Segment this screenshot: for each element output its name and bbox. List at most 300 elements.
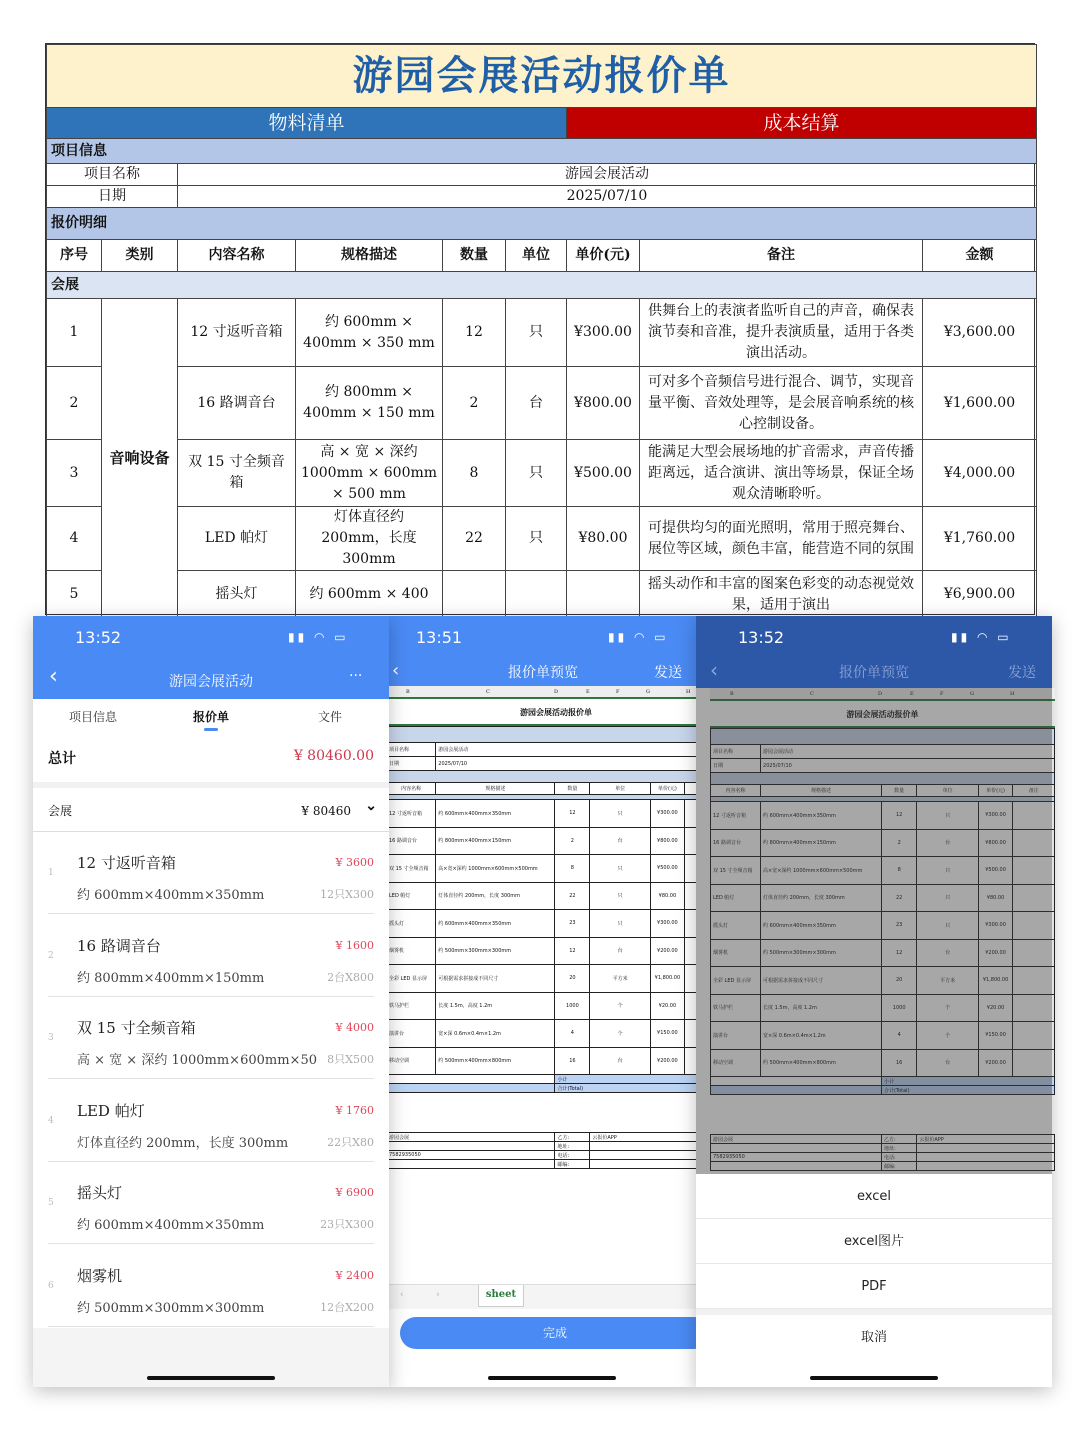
active-tab-indicator [204, 728, 218, 731]
table-row [387, 800, 726, 828]
cell: 2 [555, 827, 590, 855]
cancel-button[interactable]: 取消 [860, 1330, 887, 1345]
cell: 12 [881, 939, 916, 967]
table-row [387, 855, 726, 883]
dim-overlay[interactable] [696, 688, 1052, 1174]
cell: 灯体直径约 200mm，长度 300mm [761, 884, 882, 912]
item-remark: 摇头动作和丰富的图案色彩变的动态视觉效果，适用于演出 [640, 571, 923, 619]
cell: 演讲台 [387, 1020, 436, 1048]
cell: 约 600mm×400mm×350mm [436, 800, 555, 828]
home-indicator [810, 1376, 938, 1380]
cell: 铁马护栏 [387, 992, 436, 1020]
footer-label: 电话: [881, 1153, 916, 1162]
preview-phone [388, 616, 697, 1387]
footer-row [387, 1133, 726, 1142]
list-item[interactable] [33, 1162, 389, 1244]
info-value: 2025/07/10 [761, 759, 1055, 773]
item-price: ¥300.00 [567, 299, 640, 367]
item-amount: ¥3,600.00 [923, 299, 1037, 367]
header-row [387, 783, 726, 795]
status-icons: ▮▮ ◠ ▭ [608, 630, 669, 644]
nav-title: 游园会展活动 [169, 674, 253, 690]
item-price: ¥800.00 [567, 367, 640, 440]
table-row [47, 571, 1037, 619]
cell: 12 [881, 802, 916, 830]
column-letter: E [586, 689, 590, 695]
quote-list-phone [33, 616, 389, 1387]
footer-label: 地址: [555, 1142, 590, 1151]
quotation-sheet [45, 43, 1035, 615]
column-letter: H [1010, 691, 1015, 697]
cell: ¥500.00 [978, 857, 1012, 885]
footer-label: 邮编: [555, 1160, 590, 1169]
row-number: 1 [47, 299, 102, 367]
column-letter: B [730, 691, 734, 697]
cell: 12 寸返听音箱 [711, 802, 761, 830]
send-button[interactable]: 发送 [1008, 665, 1036, 681]
cell: 约 500mm×400mm×800mm [761, 1049, 882, 1077]
item-qty: 12台X200 [320, 1300, 374, 1314]
table-row [387, 937, 726, 965]
info-row [387, 743, 726, 757]
cell: 2 [881, 829, 916, 857]
item-qty: 12 [443, 299, 506, 367]
cell: ¥300.00 [978, 912, 1012, 940]
header-cell: 内容名称 [711, 785, 761, 797]
cell: ¥200.00 [650, 937, 684, 965]
cell: 约 600mm×400mm×350mm [761, 802, 882, 830]
item-qty: 8只X500 [327, 1053, 374, 1066]
cell: 台 [590, 1047, 651, 1075]
cell: ¥300.00 [978, 802, 1012, 830]
cell: 约 600mm×400mm×350mm [436, 910, 555, 938]
cell: 只 [917, 912, 978, 940]
cell: 移动空调 [711, 1049, 761, 1077]
item-qty: 2台X800 [327, 970, 374, 984]
column-header: 单位 [506, 240, 567, 272]
project-info-section: 项目信息 [47, 139, 1037, 164]
item-amount: ¥4,000.00 [923, 440, 1037, 507]
item-name: 12 寸返听音箱 [77, 854, 176, 872]
next-sheet-icon[interactable]: › [436, 1290, 440, 1300]
header-cell: 数量 [555, 783, 590, 795]
column-header: 内容名称 [178, 240, 296, 272]
date-label: 日期 [47, 186, 178, 208]
list-item[interactable] [33, 832, 389, 914]
item-qty: 2 [443, 367, 506, 440]
cell: 1000 [881, 994, 916, 1022]
item-name: 双 15 寸全频音箱 [77, 1019, 196, 1037]
cell: 烟雾机 [711, 939, 761, 967]
preview-table [386, 726, 726, 1169]
cell: 23 [555, 910, 590, 938]
table-row [47, 440, 1037, 507]
item-unit [506, 571, 567, 619]
cell: 16 路调音台 [711, 829, 761, 857]
cell: 个 [917, 1022, 978, 1050]
prev-sheet-icon[interactable]: ‹ [400, 1290, 404, 1300]
cell: 16 [881, 1049, 916, 1077]
footer-cell: 7582935050 [387, 1151, 555, 1160]
item-spec: 约 800mm×400mm×150mm [77, 970, 265, 986]
back-icon[interactable]: ‹ [49, 664, 58, 689]
cell: 个 [590, 992, 651, 1020]
footer-label: 邮编: [881, 1162, 916, 1171]
table-row [387, 965, 726, 993]
item-price: ¥500.00 [567, 440, 640, 507]
cell: ¥20.00 [978, 994, 1012, 1022]
cell: 烟雾机 [387, 937, 436, 965]
status-time: 13:52 [75, 628, 122, 647]
row-number: 3 [47, 440, 102, 507]
status-icons: ▮▮ ◠ ▭ [288, 630, 349, 644]
cell: 台 [590, 827, 651, 855]
cell: 长度 1.5m，高度 1.2m [761, 994, 882, 1022]
info-label: 项目名称 [711, 745, 761, 759]
footer-label: 电话: [555, 1151, 590, 1160]
column-letter: C [486, 689, 490, 695]
cell: 只 [917, 884, 978, 912]
status-icons: ▮▮ ◠ ▭ [951, 630, 1012, 644]
cell: 双 15 寸全频音箱 [387, 855, 436, 883]
footer-cell [387, 1160, 555, 1169]
item-price: ¥ 4000 [335, 1021, 374, 1034]
band-row [387, 771, 726, 783]
column-letter: D [554, 689, 559, 695]
cell: ¥800.00 [650, 827, 684, 855]
info-value: 游园会展活动 [436, 743, 726, 757]
list-item[interactable] [33, 1245, 389, 1327]
cell: 宽×深 0.6m×0.4m×1.2m [436, 1020, 555, 1048]
column-letter: G [970, 691, 974, 697]
info-label: 日期 [387, 757, 436, 771]
item-index: 2 [48, 950, 54, 961]
item-spec: 约 600mm × 400 [296, 571, 443, 619]
item-qty: 23只X300 [320, 1218, 374, 1231]
item-price: ¥ 2400 [335, 1268, 374, 1282]
cell: 12 [555, 937, 590, 965]
subtotal-label: 小计 [555, 1075, 726, 1084]
item-unit: 只 [506, 507, 567, 571]
table-row [47, 299, 1037, 367]
item-qty: 22 [443, 507, 506, 571]
home-indicator [147, 1376, 275, 1380]
cell: 平方米 [590, 965, 651, 993]
list-item[interactable] [33, 915, 389, 997]
column-letter: F [616, 689, 620, 695]
item-unit: 台 [506, 367, 567, 440]
more-icon[interactable]: ··· [349, 668, 363, 684]
cell: 22 [555, 882, 590, 910]
tab-quote[interactable]: 报价单 [192, 710, 229, 724]
cell: 16 路调音台 [387, 827, 436, 855]
cell: 双 15 寸全频音箱 [711, 857, 761, 885]
total-value: ¥ 80460.00 [293, 748, 374, 764]
cell: 只 [917, 802, 978, 830]
export-excel-image[interactable]: excel图片 [696, 1219, 1052, 1264]
cell: 12 [555, 800, 590, 828]
footer-row [387, 1160, 726, 1169]
sheet-title: 游园会展活动报价单 [47, 45, 1037, 108]
group-row: 会展 [47, 272, 1037, 299]
sheet-grid [386, 686, 726, 1169]
sheet-preview[interactable] [388, 686, 697, 1284]
cell: 20 [555, 965, 590, 993]
cell: 只 [590, 855, 651, 883]
cell: 12 寸返听音箱 [387, 800, 436, 828]
item-index: 5 [48, 1198, 54, 1208]
footer-value: 云报价APP [917, 1135, 1055, 1144]
footer-row [387, 1142, 726, 1151]
export-pdf[interactable]: PDF [696, 1264, 1052, 1309]
category-cell: 音响设备 [102, 299, 178, 619]
column-letter: B [406, 689, 410, 695]
item-spec: 约 600mm×400mm×350mm [77, 888, 265, 903]
row-number: 4 [47, 507, 102, 571]
cell: ¥80.00 [978, 884, 1012, 912]
cell: ¥80.00 [650, 882, 684, 910]
column-header: 序号 [47, 240, 102, 272]
cell: ¥800.00 [978, 829, 1012, 857]
header-cell: 数量 [881, 785, 916, 797]
back-icon[interactable]: ‹ [392, 660, 400, 681]
item-price [567, 571, 640, 619]
home-indicator [488, 1376, 616, 1380]
cell: ¥200.00 [978, 939, 1012, 967]
cell: ¥200.00 [978, 1049, 1012, 1077]
footer-cell [387, 1142, 555, 1151]
footer-value: 云报价APP [590, 1133, 726, 1142]
total-label: 合计(Total) [881, 1086, 1054, 1095]
chevron-down-icon[interactable]: ⌄ [365, 798, 377, 814]
project-name-value: 游园会展活动 [178, 164, 1037, 186]
group-value: ¥ 80460 [301, 804, 351, 818]
footer-label: 地址: [881, 1144, 916, 1153]
info-value: 2025/07/10 [436, 757, 726, 771]
table-row [387, 882, 726, 910]
status-time: 13:51 [416, 628, 463, 647]
cell: 可根据需求拼接成不同尺寸 [761, 967, 882, 995]
cell: 8 [881, 857, 916, 885]
export-phone [696, 616, 1052, 1387]
export-excel[interactable]: excel [696, 1174, 1052, 1219]
footer-cell: 游园会展 [387, 1133, 555, 1142]
group-label: 会展 [48, 804, 73, 818]
header-cell: 单位 [917, 785, 978, 797]
cell: 16 [555, 1047, 590, 1075]
cell: 只 [917, 857, 978, 885]
material-list-header: 物料清单 [47, 108, 567, 139]
row-number: 5 [47, 571, 102, 619]
cell: 20 [881, 967, 916, 995]
nav-title: 报价单预览 [839, 665, 909, 681]
column-header: 金额 [923, 240, 1037, 272]
cell: ¥200.00 [650, 1047, 684, 1075]
item-spec: 约 600mm × 400mm × 350 mm [296, 299, 443, 367]
item-price: ¥ 1760 [335, 1103, 374, 1117]
item-price: ¥ 6900 [335, 1186, 374, 1199]
item-spec: 灯体直径约 200mm，长度 300mm [77, 1135, 289, 1151]
item-price: ¥ 1600 [335, 938, 374, 952]
item-remark: 可对多个音频信号进行混合、调节，实现音量平衡、音效处理等，是会展音响系统的核心控制设备。 [640, 367, 923, 440]
column-letter: D [878, 691, 883, 697]
cell: 只 [590, 910, 651, 938]
done-button[interactable]: 完成 [400, 1317, 710, 1349]
cell: 高×宽×深约 1000mm×600mm×500mm [761, 857, 882, 885]
header-cell: 规格描述 [761, 785, 882, 797]
cell: ¥300.00 [650, 910, 684, 938]
item-unit: 只 [506, 440, 567, 507]
sheet-tab[interactable]: sheet [478, 1285, 524, 1307]
header-cell: 单位 [590, 783, 651, 795]
item-name: LED 帕灯 [77, 1101, 145, 1120]
cell: ¥1,800.00 [978, 967, 1012, 995]
cell: 移动空调 [387, 1047, 436, 1075]
cell: 4 [881, 1022, 916, 1050]
table-row [47, 507, 1037, 571]
cell: 23 [881, 912, 916, 940]
info-value: 游园会展活动 [761, 745, 1055, 759]
item-qty: 8 [443, 440, 506, 507]
cell: 台 [917, 1049, 978, 1077]
group-header[interactable] [33, 788, 389, 832]
cell: 灯体直径约 200mm，长度 300mm [436, 882, 555, 910]
item-unit: 只 [506, 299, 567, 367]
tab-project-info[interactable]: 项目信息 [68, 710, 117, 724]
item-remark: 能满足大型会展场地的扩音需求，声音传播距离远，适合演讲、演出等场景，保证全场观众清晰聆听。 [640, 440, 923, 507]
item-spec: 约 800mm × 400mm × 150 mm [296, 367, 443, 440]
footer-label: 乙方: [881, 1135, 916, 1144]
header-cell: 单价(元) [978, 785, 1012, 797]
list-item[interactable] [33, 1080, 389, 1162]
item-name: 摇头灯 [178, 571, 296, 619]
cell: 摇头灯 [387, 910, 436, 938]
column-letter: E [910, 691, 914, 697]
cell: 约 800mm×400mm×150mm [761, 829, 882, 857]
item-spec: 灯体直径约 200mm，长度 300mm [296, 507, 443, 571]
cell: 台 [590, 937, 651, 965]
cell: 全彩 LED 显示屏 [711, 967, 761, 995]
cell: 4 [555, 1020, 590, 1048]
item-price: ¥80.00 [567, 507, 640, 571]
cell: 摇头灯 [711, 912, 761, 940]
column-letter: F [940, 691, 944, 697]
tab-files[interactable]: 文件 [317, 710, 342, 724]
item-remark: 供舞台上的表演者监听自己的声音，确保表演节奏和音准，提升表演质量，适用于各类演出活动。 [640, 299, 923, 367]
table-row [387, 1047, 726, 1075]
cell: 22 [881, 884, 916, 912]
item-qty [443, 571, 506, 619]
row-number: 2 [47, 367, 102, 440]
column-letter: H [686, 689, 691, 695]
footer-cell: 游园会展 [711, 1135, 882, 1144]
item-index: 4 [48, 1115, 54, 1126]
cell: 高×宽×深约 1000mm×600mm×500mm [436, 855, 555, 883]
cell: 个 [917, 994, 978, 1022]
cell: 只 [590, 800, 651, 828]
item-qty: 12只X300 [320, 888, 374, 901]
preview-title: 游园会展活动报价单 [386, 699, 726, 726]
table-row [47, 367, 1037, 440]
cell: 铁马护栏 [711, 994, 761, 1022]
divider [48, 1326, 374, 1327]
cell: 宽×深 0.6m×0.4m×1.2m [761, 1022, 882, 1050]
cell: 可根据需求拼接成不同尺寸 [436, 965, 555, 993]
item-name: LED 帕灯 [178, 507, 296, 571]
list-item[interactable] [33, 997, 389, 1079]
table-row [387, 910, 726, 938]
detail-section: 报价明细 [47, 208, 1037, 240]
item-index: 6 [48, 1280, 54, 1291]
column-header: 备注 [640, 240, 923, 272]
band-row [387, 727, 726, 743]
sheet-tab-bar [388, 1284, 697, 1309]
column-header: 数量 [443, 240, 506, 272]
project-name-label: 项目名称 [47, 164, 178, 186]
cell: 8 [555, 855, 590, 883]
table-row [387, 1020, 726, 1048]
total-label: 总计 [48, 751, 76, 767]
item-index: 1 [48, 868, 54, 878]
item-spec: 高 × 宽 × 深约 1000mm×600mm×50 [77, 1053, 317, 1068]
cell: 全彩 LED 显示屏 [387, 965, 436, 993]
send-button[interactable]: 发送 [654, 665, 682, 681]
item-index: 3 [48, 1033, 54, 1043]
preview-title: 游园会展活动报价单 [710, 701, 1055, 728]
action-sheet [696, 1174, 1052, 1387]
column-header: 单价(元) [567, 240, 640, 272]
footer-row [387, 1151, 726, 1160]
header-cell: 单价(元) [650, 783, 684, 795]
item-name: 双 15 寸全频音箱 [178, 440, 296, 507]
cell: 1000 [555, 992, 590, 1020]
item-name: 摇头灯 [77, 1184, 123, 1202]
back-icon[interactable]: ‹ [710, 658, 718, 682]
item-name: 16 路调音台 [178, 367, 296, 440]
item-amount: ¥6,900.00 [923, 571, 1037, 619]
header-cell: 备注 [1013, 785, 1055, 797]
cell: 长度 1.5m，高度 1.2m [436, 992, 555, 1020]
cell: 约 500mm×400mm×800mm [436, 1047, 555, 1075]
item-spec: 约 600mm×400mm×350mm [77, 1218, 265, 1233]
cost-settlement-header: 成本结算 [567, 108, 1037, 139]
item-spec: 约 500mm×300mm×300mm [77, 1300, 265, 1316]
item-name: 16 路调音台 [77, 936, 161, 955]
cell: LED 帕灯 [711, 884, 761, 912]
cell: ¥300.00 [650, 800, 684, 828]
column-header: 规格描述 [296, 240, 443, 272]
cell: 约 500mm×300mm×300mm [761, 939, 882, 967]
item-remark: 可提供均匀的面光照明，常用于照亮舞台、展位等区域，颜色丰富，能营造不同的氛围 [640, 507, 923, 571]
cell: 演讲台 [711, 1022, 761, 1050]
header-cell: 规格描述 [436, 783, 555, 795]
item-price: ¥ 3600 [335, 856, 374, 869]
info-row [387, 757, 726, 771]
cell: ¥1,800.00 [650, 965, 684, 993]
info-label: 日期 [711, 759, 761, 773]
cell: 台 [917, 829, 978, 857]
table-row [387, 992, 726, 1020]
column-header: 类别 [102, 240, 178, 272]
info-label: 项目名称 [387, 743, 436, 757]
header-cell: 内容名称 [387, 783, 436, 795]
item-amount: ¥1,760.00 [923, 507, 1037, 571]
cell: LED 帕灯 [387, 882, 436, 910]
subtotal-row [387, 1075, 726, 1084]
cell: ¥500.00 [650, 855, 684, 883]
column-letters [386, 686, 726, 699]
status-time: 13:52 [738, 628, 785, 647]
